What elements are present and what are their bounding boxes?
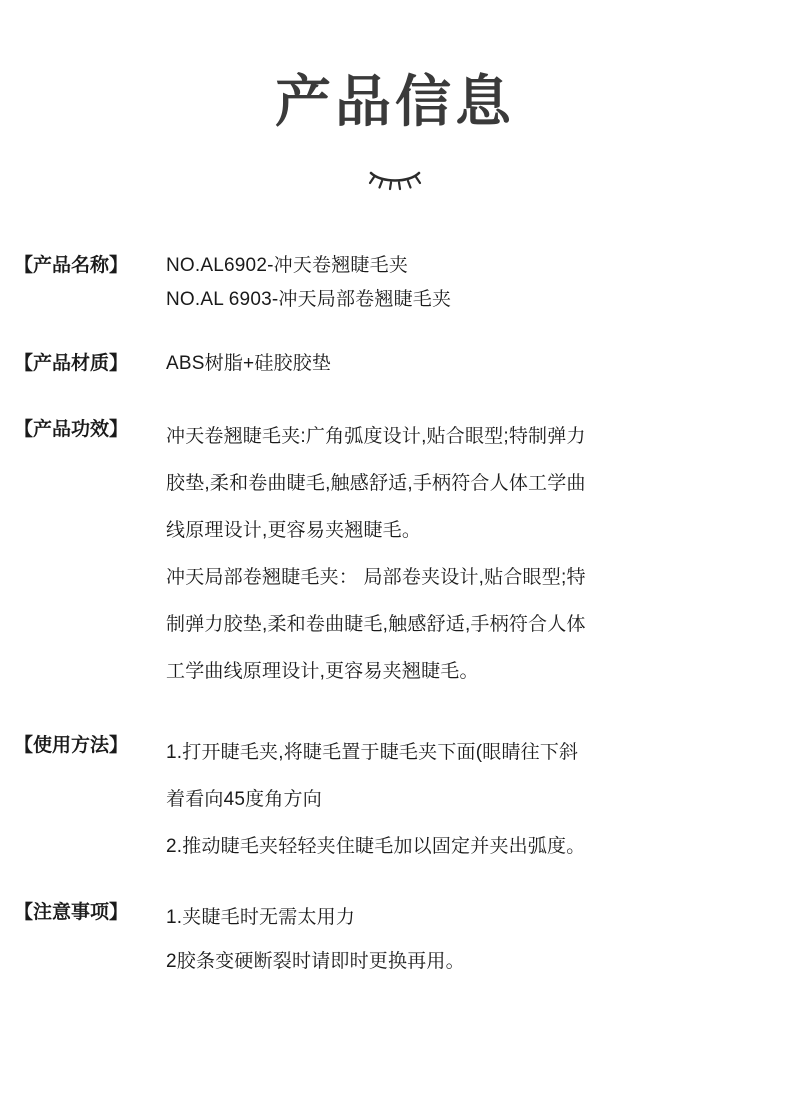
text-line: 1.夹睫毛时无需太用力 [166,907,356,929]
eyelash-icon [365,163,425,193]
text-line: 胶垫,柔和卷曲睫毛,触感舒适,手柄符合人体工学曲 [166,473,586,495]
section-label-product-effect: 【产品功效】 [14,419,129,441]
section-usage-method [14,729,768,870]
text-line: ABS树脂+硅胶胶垫 [166,353,332,375]
text-line: 2.推动睫毛夹轻轻夹住睫毛加以固定并夹出弧度。 [166,836,586,858]
text-line: 着看向45度角方向 [166,789,322,811]
text-line: 工学曲线原理设计,更容易夹翘睫毛。 [166,661,479,683]
text-line: 线原理设计,更容易夹翘睫毛。 [166,520,422,542]
info-sections [0,249,790,984]
section-value-product-name [166,249,768,317]
section-product-material [14,347,768,381]
text-line: 冲天局部卷翘睫毛夹： 局部卷夹设计,贴合眼型;特 [166,567,586,589]
section-label-usage-method: 【使用方法】 [14,735,129,757]
text-line: 2胶条变硬断裂时请即时更换再用。 [166,951,465,973]
section-label-product-name: 【产品名称】 [14,255,129,277]
text-line: NO.AL 6903-冲天局部卷翘睫毛夹 [166,289,452,311]
text-line: 1.打开睫毛夹,将睫毛置于睫毛夹下面(眼睛往下斜 [166,742,579,764]
section-product-name [14,249,768,317]
section-value-product-effect [166,413,768,695]
section-label-product-material: 【产品材质】 [14,353,129,375]
text-line: 制弹力胶垫,柔和卷曲睫毛,触感舒适,手柄符合人体 [166,614,586,636]
text-line: 冲天卷翘睫毛夹:广角弧度设计,贴合眼型;特制弹力 [166,426,586,448]
section-value-notice [166,896,768,984]
section-product-effect [14,413,768,695]
section-value-usage-method [166,729,768,870]
text-line: NO.AL6902-冲天卷翘睫毛夹 [166,255,409,277]
page-title: 产品信息 [275,70,515,133]
section-label-notice: 【注意事项】 [14,902,129,924]
section-value-product-material [166,347,768,381]
section-notice [14,896,768,984]
